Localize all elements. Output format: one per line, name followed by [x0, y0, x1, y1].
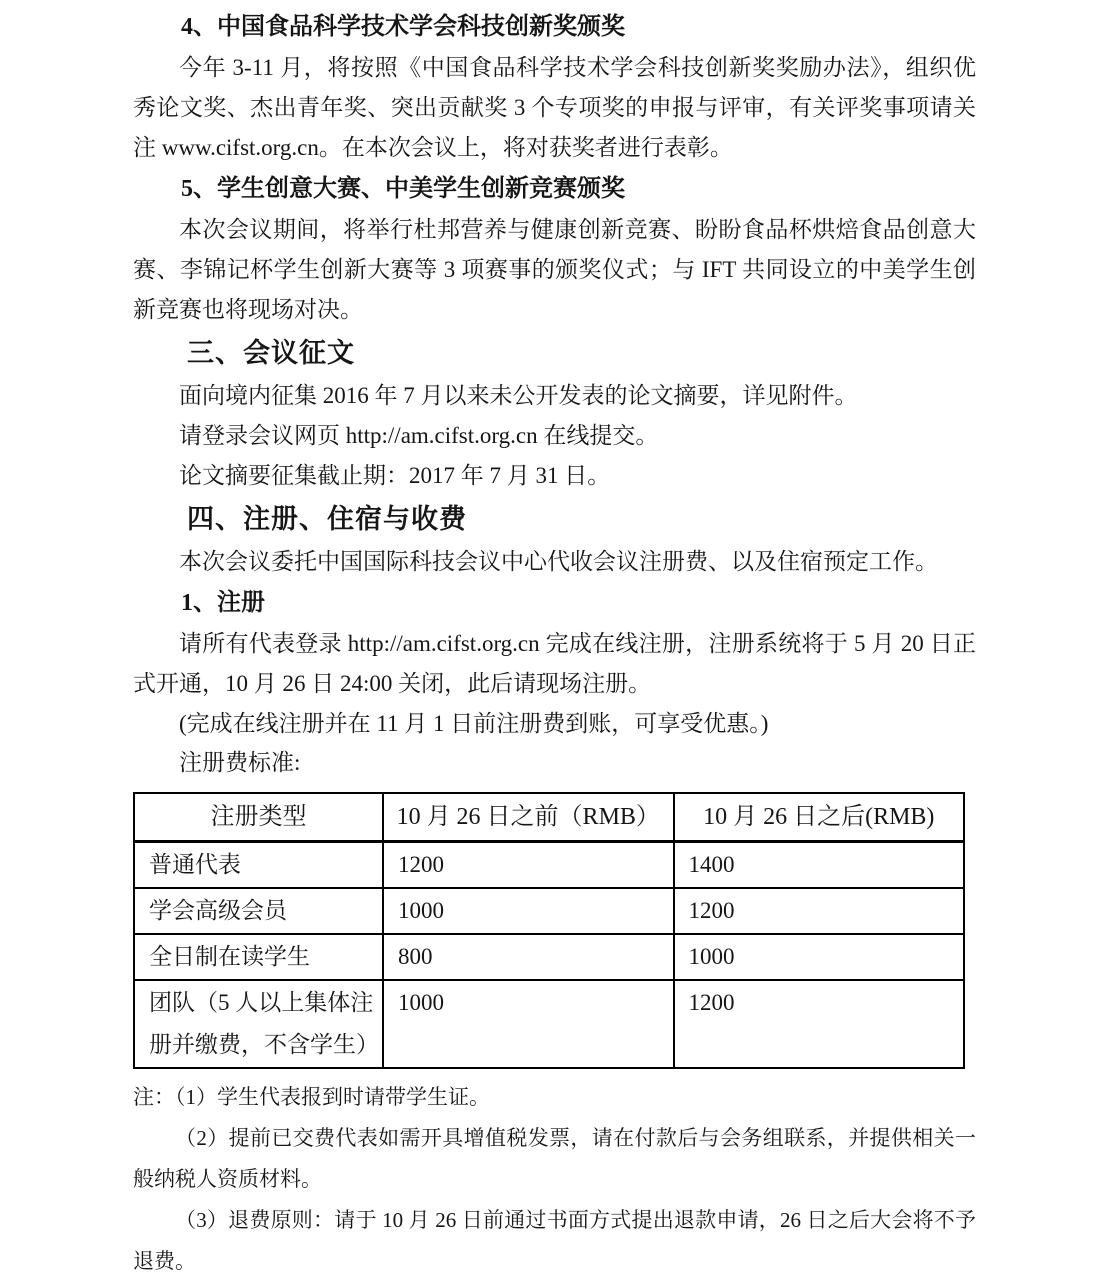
call-for-papers-submit-url: 请登录会议网页 http://am.cifst.org.cn 在线提交。 — [179, 423, 659, 448]
fee-table-header-after: 10 月 26 日之后(RMB) — [674, 793, 965, 842]
note-student-id: 注：（1）学生代表报到时请带学生证。 — [133, 1085, 490, 1109]
fee-table-row-group — [134, 980, 964, 1068]
call-for-papers-heading: 三、会议征文 — [187, 338, 355, 368]
fee-cell-after: 1400 — [674, 842, 965, 889]
fee-table-row-student — [134, 934, 964, 980]
note-refund-policy: （3）退费原则：请于 10 月 26 日前通过书面方式提出退款申请，26 日之后大会将不予退费。 — [133, 1208, 976, 1273]
registration-section-heading: 四、注册、住宿与收费 — [187, 504, 467, 534]
notes-block — [133, 1077, 976, 1280]
fee-cell-before: 1200 — [383, 842, 674, 889]
fee-table-header-type: 注册类型 — [134, 793, 383, 842]
section-4-body: 今年 3-11 月，将按照《中国食品科学技术学会科技创新奖奖励办法》，组织优秀论文奖、杰出青年奖、突出贡献奖 3 个专项奖的申报与评审，有关评奖事项请关注 www.cifst.org.cn。在本次会议上，将对获奖者进行表彰。 — [133, 55, 976, 160]
fee-cell-after: 1200 — [674, 980, 965, 1068]
fee-cell-type: 全日制在读学生 — [134, 934, 383, 980]
call-for-papers-deadline: 论文摘要征集截止期：2017 年 7 月 31 日。 — [179, 463, 611, 488]
fee-table-row-senior-member — [134, 888, 964, 934]
fee-table-header-row — [134, 793, 964, 842]
section-4-heading: 4、中国食品科学技术学会科技创新奖颁奖 — [181, 14, 625, 40]
fee-cell-type: 学会高级会员 — [134, 888, 383, 934]
section-5-heading: 5、学生创意大赛、中美学生创新竞赛颁奖 — [181, 176, 625, 202]
fee-standard-label: 注册费标准: — [179, 750, 301, 775]
fee-cell-before: 1000 — [383, 980, 674, 1068]
fee-cell-type: 团队（5 人以上集体注册并缴费，不含学生） — [134, 980, 383, 1068]
note-invoice: （2）提前已交费代表如需开具增值税发票，请在付款后与会务组联系，并提供相关一般纳税人资质材料。 — [133, 1126, 976, 1191]
fee-table-header-before: 10 月 26 日之前（RMB） — [383, 793, 674, 842]
fee-table-row-regular — [134, 842, 964, 889]
registration-discount-note: (完成在线注册并在 11 月 1 日前注册费到账，可享受优惠。) — [179, 711, 769, 736]
registration-intro: 本次会议委托中国国际科技会议中心代收会议注册费、以及住宿预定工作。 — [179, 549, 938, 574]
fee-cell-after: 1200 — [674, 888, 965, 934]
registration-fee-table — [133, 792, 965, 1069]
registration-sub-heading: 1、注册 — [181, 590, 265, 616]
registration-instructions: 请所有代表登录 http://am.cifst.org.cn 完成在线注册，注册系统将于 5 月 20 日正式开通，10 月 26 日 24:00 关闭，此后请现场注册。 — [133, 631, 976, 696]
fee-cell-before: 1000 — [383, 888, 674, 934]
fee-cell-after: 1000 — [674, 934, 965, 980]
section-5-body: 本次会议期间，将举行杜邦营养与健康创新竞赛、盼盼食品杯烘焙食品创意大赛、李锦记杯学生创新大赛等 3 项赛事的颁奖仪式；与 IFT 共同设立的中美学生创新竞赛也将现场对决。 — [133, 217, 976, 322]
call-for-papers-scope: 面向境内征集 2016 年 7 月以来未公开发表的论文摘要，详见附件。 — [179, 383, 858, 408]
fee-cell-type: 普通代表 — [134, 842, 383, 889]
fee-cell-before: 800 — [383, 934, 674, 980]
